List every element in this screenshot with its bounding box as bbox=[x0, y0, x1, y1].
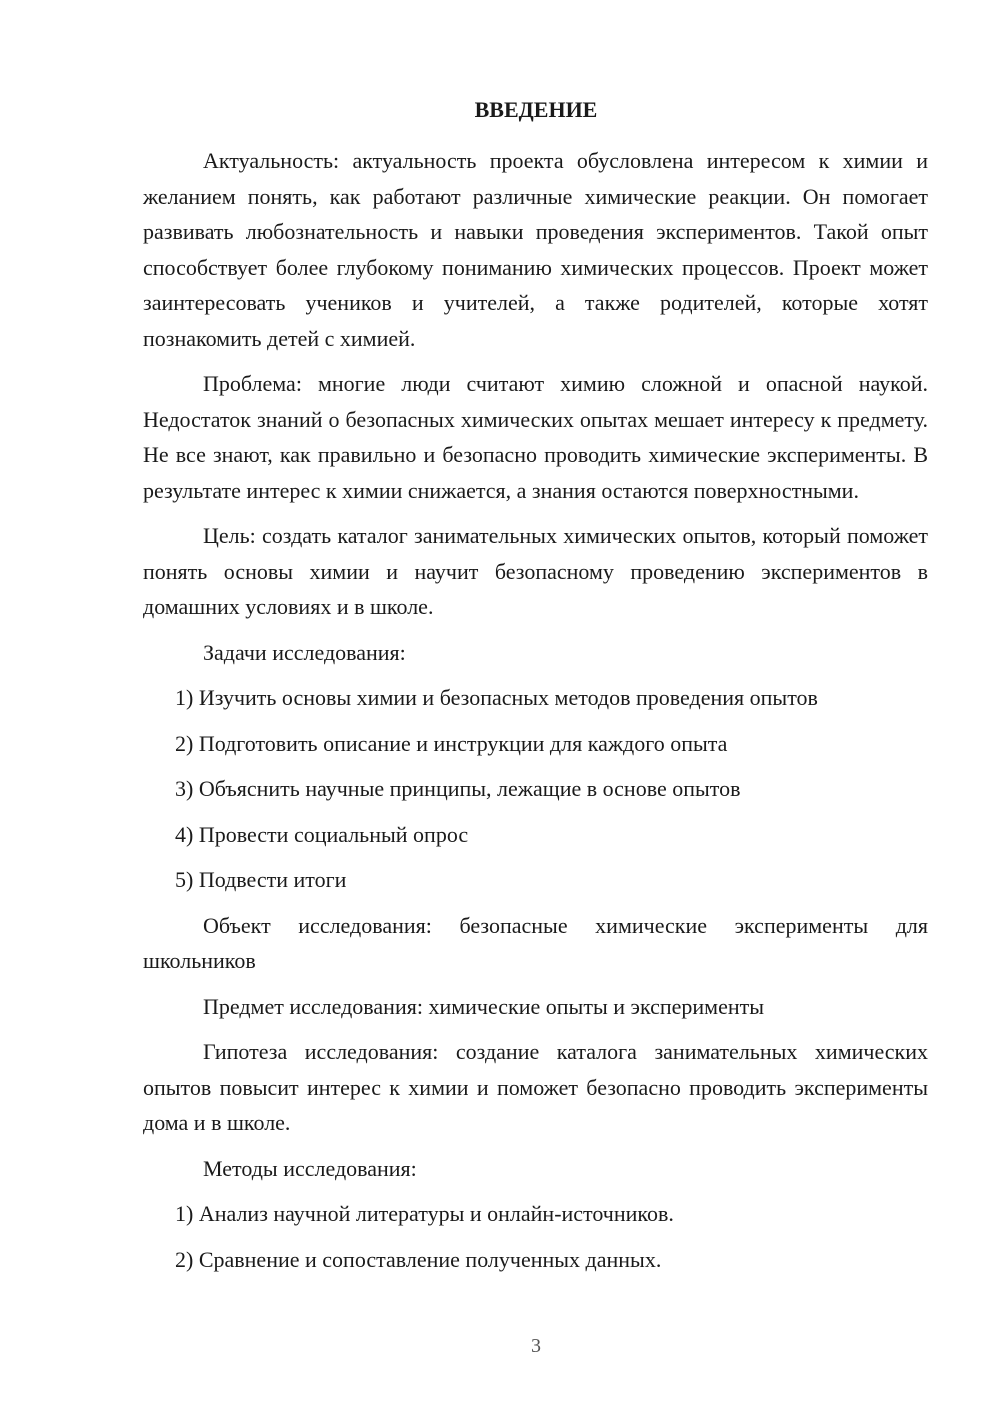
hypothesis-paragraph: Гипотеза исследования: создание каталога занимательных химических опытов повысит интерес к химии и поможет безопасно проводить эксперименты дома и в школе. bbox=[143, 1039, 928, 1135]
task-item: 2) Подготовить описание и инструкции для каждого опыта bbox=[175, 730, 728, 756]
tasks-list bbox=[143, 680, 928, 898]
task-item: 5) Подвести итоги bbox=[175, 867, 347, 892]
problem-paragraph: Проблема: многие люди считают химию сложной и опасной наукой. Недостаток знаний о безопасных химических опытах мешает интересу к предмету. Не все знают, как правильно и безопасно проводить химические эксперименты. В результате интерес к химии снижается, а знания остаются поверхностными. bbox=[143, 371, 928, 503]
methods-heading: Методы исследования: bbox=[203, 1155, 417, 1181]
subject-paragraph: Предмет исследования: химические опыты и эксперименты bbox=[203, 993, 765, 1019]
page-number: 3 bbox=[531, 1335, 541, 1357]
tasks-heading: Задачи исследования: bbox=[203, 639, 406, 665]
goal-paragraph: Цель: создать каталог занимательных химических опытов, который поможет понять основы химии и научит безопасному проведению экспериментов в домашних условиях и в школе. bbox=[143, 523, 928, 619]
task-item: 4) Провести социальный опрос bbox=[175, 821, 469, 847]
document-body bbox=[143, 143, 928, 1287]
page-title: ВВЕДЕНИЕ bbox=[474, 97, 598, 122]
methods-list bbox=[143, 1196, 928, 1277]
method-item: 1) Анализ научной литературы и онлайн-источников. bbox=[175, 1201, 674, 1226]
object-paragraph: Объект исследования: безопасные химические эксперименты для школьников bbox=[143, 912, 928, 973]
method-item: 2) Сравнение и сопоставление полученных данных. bbox=[175, 1246, 662, 1272]
task-item: 3) Объяснить научные принципы, лежащие в основе опытов bbox=[175, 776, 741, 801]
task-item: 1) Изучить основы химии и безопасных методов проведения опытов bbox=[175, 685, 818, 710]
relevance-paragraph: Актуальность: актуальность проекта обусловлена интересом к химии и желанием понять, как работают различные химические реакции. Он помогает развивать любознательность и навыки проведения экспериментов. Такой опыт способствует более глубокому пониманию химических процессов. Проект может заинтересовать учеников и учителей, а также родителей, которые хотят познакомить детей с химией. bbox=[143, 148, 928, 351]
